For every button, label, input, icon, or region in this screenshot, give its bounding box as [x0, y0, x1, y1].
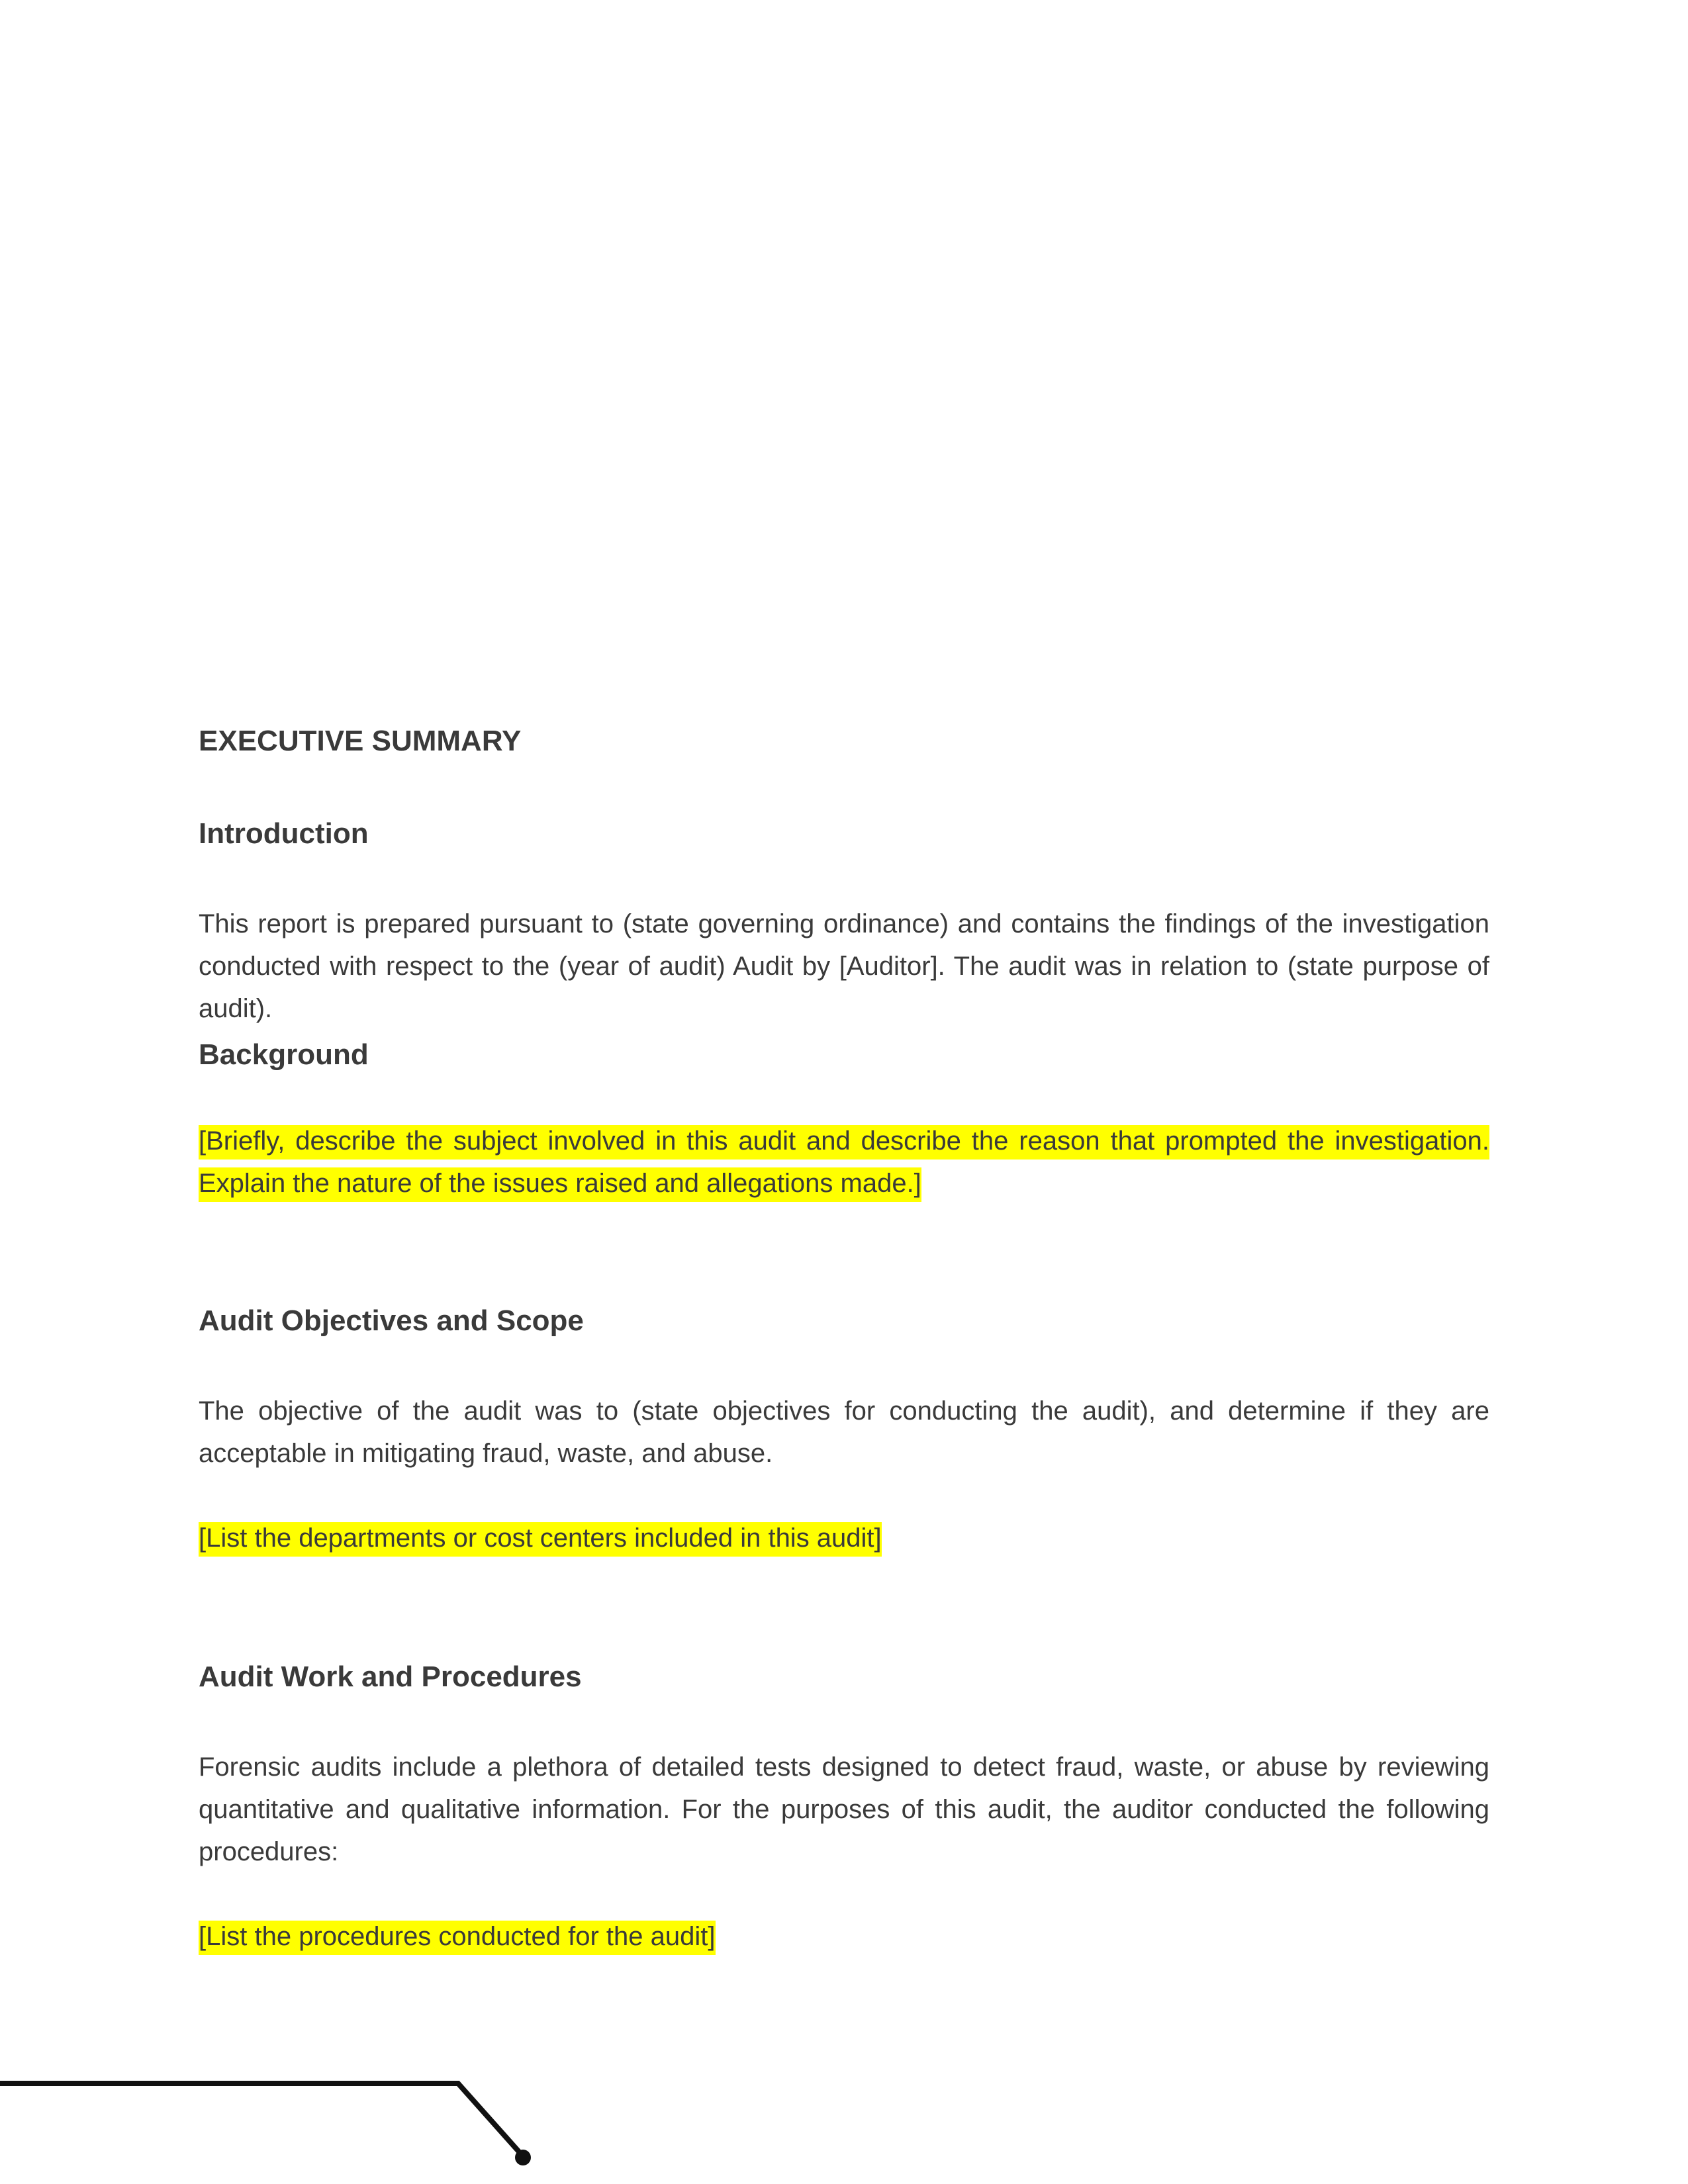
procedures-paragraph: Forensic audits include a plethora of detailed tests designed to detect fraud, waste, or abuse by reviewing quantitative and qualitative information. For the purposes of this audit, the auditor conducted the following procedures: [199, 1752, 1489, 1866]
objectives-heading: Audit Objectives and Scope [199, 1304, 584, 1337]
executive-summary-title: EXECUTIVE SUMMARY [199, 725, 522, 757]
introduction-paragraph: This report is prepared pursuant to (state governing ordinance) and contains the findings of the investigation conducted with respect to the (year of audit) Audit by [Auditor]. The audit was in relation to (state purpose of audit). [199, 909, 1489, 1023]
background-placeholder-text: [Briefly, describe the subject involved in this audit and describe the reason that prompted the investigation. Explain the nature of the issues raised and allegations made.] [199, 1125, 1489, 1202]
document-page [199, 0, 1489, 2184]
departments-placeholder [199, 1517, 882, 1559]
departments-placeholder-text: [List the departments or cost centers included in this audit] [199, 1522, 882, 1557]
procedures-placeholder [199, 1915, 716, 1958]
decorative-polyline [0, 2083, 523, 2156]
background-placeholder [199, 1120, 1489, 1205]
introduction-heading: Introduction [199, 817, 369, 850]
background-heading: Background [199, 1038, 369, 1071]
procedures-heading: Audit Work and Procedures [199, 1661, 582, 1693]
decorative-line-graphic [0, 2052, 596, 2184]
objectives-paragraph: The objective of the audit was to (state objectives for conducting the audit), and determine if they are acceptable in mitigating fraud, waste, and abuse. [199, 1396, 1489, 1468]
procedures-placeholder-text: [List the procedures conducted for the audit] [199, 1921, 716, 1955]
decorative-dot [515, 2150, 531, 2165]
